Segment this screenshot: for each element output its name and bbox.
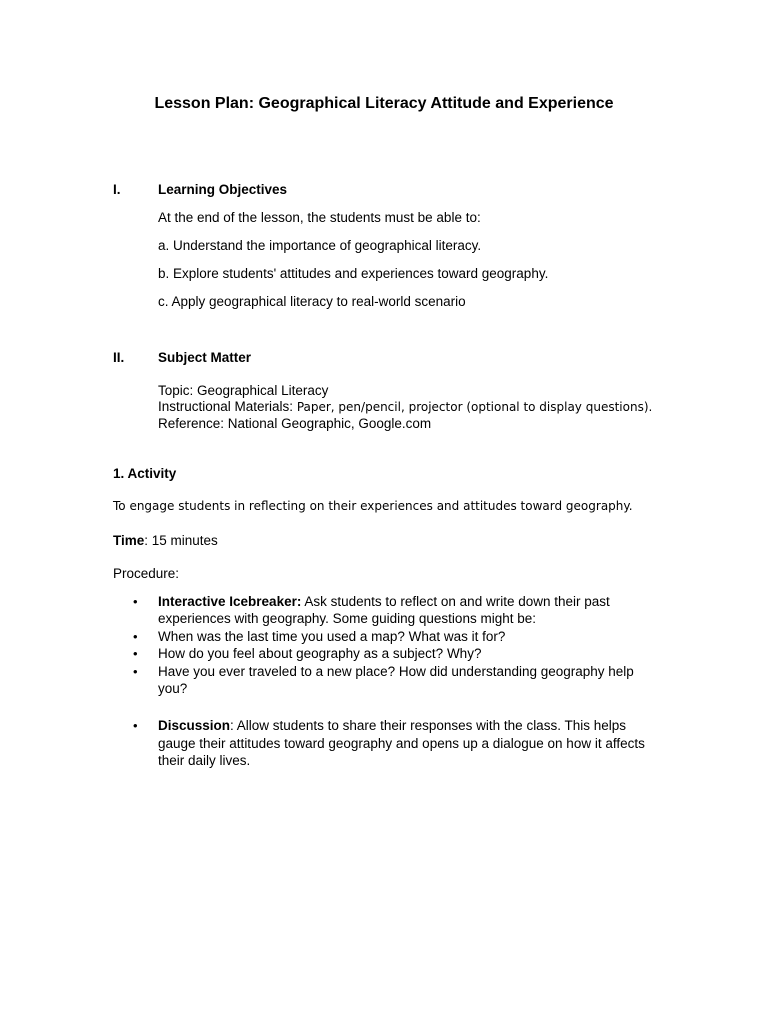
bullet-icon: • xyxy=(133,629,138,644)
subject-topic: Topic: Geographical Literacy xyxy=(158,383,329,398)
activity-purpose: To engage students in reflecting on their experiences and attitudes toward geography. xyxy=(113,499,633,513)
question-item: Have you ever traveled to a new place? How did understanding geography help xyxy=(158,664,634,679)
objectives-intro: At the end of the lesson, the students must be able to: xyxy=(158,210,481,225)
procedure-label: Procedure: xyxy=(113,566,180,581)
discussion-line-3: their daily lives. xyxy=(158,753,251,768)
objective-item: b. Explore students' attitudes and experiences toward geography. xyxy=(158,266,549,281)
bullet-icon: • xyxy=(133,594,138,609)
section-1-heading: Learning Objectives xyxy=(158,182,288,197)
subject-reference: Reference: National Geographic, Google.com xyxy=(158,416,432,431)
section-1-number: I. xyxy=(113,182,121,197)
time-label: Time xyxy=(113,533,145,548)
objective-item: a. Understand the importance of geographical literacy. xyxy=(158,238,482,253)
icebreaker-label: Interactive Icebreaker: xyxy=(158,594,302,609)
materials-label: Instructional Materials: xyxy=(158,399,297,414)
discussion-line-1 xyxy=(158,717,626,734)
discussion-text: : Allow students to share their responses with the class. This helps xyxy=(230,718,626,733)
icebreaker-text: Ask students to reflect on and write down their past xyxy=(301,594,610,609)
objective-item: c. Apply geographical literacy to real-world scenario xyxy=(158,294,466,309)
discussion-label: Discussion xyxy=(158,718,231,733)
question-item: How do you feel about geography as a subject? Why? xyxy=(158,646,482,661)
activity-heading: 1. Activity xyxy=(113,466,177,481)
bullet-icon: • xyxy=(133,664,138,679)
icebreaker-line-2: experiences with geography. Some guiding questions might be: xyxy=(158,611,536,626)
section-2-number: II. xyxy=(113,350,125,365)
time-value: : 15 minutes xyxy=(144,533,218,548)
bullet-icon: • xyxy=(133,718,138,733)
icebreaker-line-1 xyxy=(158,593,610,610)
section-2-heading: Subject Matter xyxy=(158,350,252,365)
materials-value: Paper, pen/pencil, projector (optional to display questions). xyxy=(296,400,653,414)
discussion-line-2: gauge their attitudes toward geography and opens up a dialogue on how it affects xyxy=(158,736,645,751)
activity-time xyxy=(113,532,218,549)
question-item: When was the last time you used a map? What was it for? xyxy=(158,629,506,644)
question-item-continued: you? xyxy=(158,681,188,696)
page-title: Lesson Plan: Geographical Literacy Attitude and Experience xyxy=(154,95,614,112)
subject-materials xyxy=(158,398,652,416)
bullet-icon: • xyxy=(133,646,138,661)
